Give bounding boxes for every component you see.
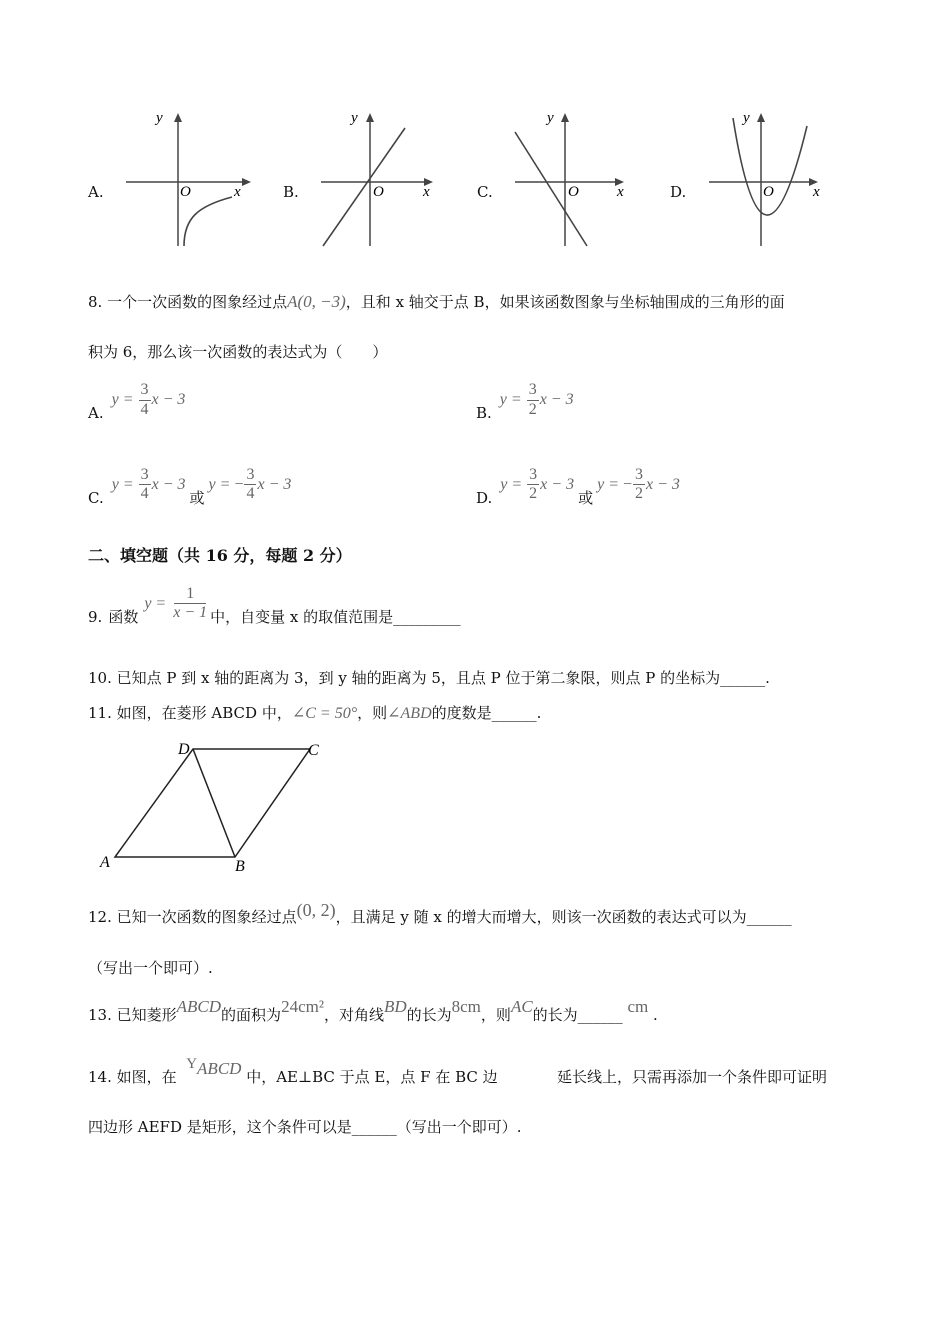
q12-text-c: （写出一个即可）. — [88, 959, 213, 977]
q8-c2-rest: x − 3 — [257, 475, 292, 493]
q8-c2-yeq: y = — [208, 475, 231, 493]
q8-d-or: 或 — [578, 489, 594, 507]
q11-label-d: D — [178, 741, 190, 758]
q7-option-d-label: D. — [670, 183, 687, 201]
q7-graph-a — [118, 108, 258, 253]
q7-graph-a-o: O — [180, 184, 191, 200]
q13-text-f: 的长为______ — [532, 1006, 623, 1024]
q8-text-c: 积为 6，那么该一次函数的表达式为（ ） — [88, 343, 388, 361]
q8-text-b: ，且和 x 轴交于点 B，如果该函数图象与坐标轴围成的三角形的面 — [345, 293, 785, 311]
q11-text-a: 如图，在菱形 ABCD 中， — [116, 704, 292, 722]
q8-d2-yeq: y = — [597, 475, 619, 493]
q9 — [88, 580, 461, 627]
q8-text-a: 一个一次函数的图象经过点 — [107, 293, 288, 311]
q7-graph-a-y: y — [156, 110, 163, 126]
q13-text-b: 的面积为 — [221, 1006, 282, 1024]
q10-number: 10. — [88, 669, 112, 687]
q7-graph-d-o: O — [763, 184, 774, 200]
q7-graph-b-y: y — [351, 110, 358, 126]
q8-c-or: 或 — [189, 489, 205, 507]
q13-bd: BD — [383, 997, 407, 1016]
q8-a-rest: x − 3 — [151, 391, 186, 408]
q11-label-c: C — [308, 742, 319, 759]
q12-number: 12. — [88, 908, 112, 926]
q8-d1-yeq: y = — [500, 475, 523, 493]
section2-title: 二、填空题（共 16 分，每题 2 分） — [88, 546, 352, 565]
q7-graph-c — [507, 108, 647, 253]
q8-b-rest: x − 3 — [539, 391, 574, 408]
q9-yeq: y = — [144, 594, 167, 612]
q11-diagonal-bd — [193, 749, 235, 857]
q13-number: 13. — [88, 1006, 112, 1024]
q7-option-a-label: A. — [88, 183, 104, 201]
q14-number: 14. — [88, 1068, 112, 1086]
q8-c1-yeq: y = — [111, 475, 134, 493]
q14-line1 — [88, 1056, 498, 1087]
q8-option-b-expr — [500, 381, 574, 419]
q8-option-c-label: C. — [88, 488, 104, 507]
q13-ac: AC — [510, 997, 533, 1016]
q7-graph-a-x: x — [234, 184, 241, 200]
q8-c2-num: 3 — [244, 466, 256, 485]
q7-graph-c-x: x — [617, 184, 624, 200]
q11-angle-c: ∠C = 50° — [291, 705, 358, 722]
q8-a-num: 3 — [139, 381, 151, 400]
q11-text-b: ，则 — [357, 704, 388, 722]
q10-text: 已知点 P 到 x 轴的距离为 3，到 y 轴的距离为 5，且点 P 位于第二象限，则点 P 的坐标为______. — [116, 669, 770, 687]
q10 — [88, 667, 770, 688]
q7-graph-d-parabola — [733, 118, 807, 215]
q8-d2-den: 2 — [635, 485, 644, 502]
q8-option-c[interactable] — [88, 461, 291, 508]
q9-text-a: 函数 — [108, 608, 139, 626]
q13-area: 24cm² — [281, 997, 324, 1016]
q8-b-num: 3 — [527, 381, 539, 400]
q13-text-c: ，对角线 — [323, 1006, 384, 1024]
q8-point-a: A(0, −3) — [287, 292, 346, 311]
q8-a-yeq: y = — [111, 391, 134, 408]
q9-text-b: 中，自变量 x 的取值范围是_________ — [210, 608, 461, 626]
q11 — [88, 702, 541, 723]
q8-option-d[interactable] — [476, 461, 680, 508]
q14-text-a: 如图，在 — [116, 1068, 177, 1086]
q11-rhombus-figure — [95, 735, 335, 875]
q14-para-symbol: Y — [186, 1056, 198, 1072]
q8-c1-rest: x − 3 — [151, 475, 186, 493]
q11-label-b: B — [235, 858, 245, 875]
q8-option-a-expr — [112, 381, 186, 419]
q11-label-a: A — [100, 854, 110, 871]
q8-option-d-expr2 — [597, 466, 680, 504]
q8-option-c-expr2 — [209, 466, 292, 504]
q11-rhombus — [115, 749, 310, 857]
q13 — [88, 997, 658, 1025]
q8-option-a[interactable] — [88, 378, 185, 422]
q7-graph-d-y: y — [743, 110, 750, 126]
q7-graph-b-x: x — [423, 184, 430, 200]
q14-text-d: 四边形 AEFD 是矩形，这个条件可以是______（写出一个即可）. — [88, 1118, 522, 1136]
q13-unit: cm — [627, 997, 649, 1016]
q8-option-b[interactable] — [476, 378, 574, 422]
q12-text-b: ，且满足 y 随 x 的增大而增大，则该一次函数的表达式可以为______ — [335, 908, 792, 926]
q7-graph-d-x: x — [813, 184, 820, 200]
q7-graph-b-line — [323, 128, 405, 246]
q8-c2-minus: − — [234, 475, 244, 493]
q11-text-c: 的度数是______. — [431, 704, 542, 722]
q7-option-c-label: C. — [477, 183, 493, 201]
q12-point: (0, 2) — [296, 900, 336, 920]
q14-text-b: 中，AE⊥BC 于点 E，点 F 在 BC 边 — [246, 1068, 498, 1086]
q9-den: x − 1 — [173, 604, 208, 621]
q9-expr — [144, 585, 210, 623]
q7-graph-b — [313, 108, 453, 253]
q8-option-c-expr1 — [112, 466, 186, 504]
q8-line1 — [88, 291, 785, 312]
q8-a-den: 4 — [140, 400, 149, 418]
q7-graph-d — [701, 108, 841, 253]
q14-abcd: ABCD — [197, 1059, 242, 1078]
q12-text-a: 已知一次函数的图象经过点 — [116, 908, 297, 926]
q8-b-yeq: y = — [499, 391, 522, 408]
q8-number: 8. — [88, 293, 103, 311]
q8-d1-rest: x − 3 — [540, 475, 575, 493]
q7-graph-b-o: O — [373, 184, 384, 200]
q13-text-e: ，则 — [480, 1006, 511, 1024]
q9-num: 1 — [174, 585, 206, 604]
q8-option-a-label: A. — [88, 404, 104, 422]
q8-c1-den: 4 — [140, 485, 149, 502]
q8-d1-num: 3 — [527, 466, 539, 485]
q7-graph-a-curve — [184, 197, 232, 246]
q13-period: . — [653, 1006, 658, 1024]
q14-text-c: 延长线上，只需再添加一个条件即可证明 — [557, 1068, 828, 1086]
q11-number: 11. — [88, 704, 112, 722]
q7-graph-c-o: O — [568, 184, 579, 200]
q13-abcd: ABCD — [176, 997, 222, 1016]
q8-d1-den: 2 — [529, 485, 538, 502]
q8-b-den: 2 — [528, 400, 537, 418]
q8-c2-den: 4 — [246, 485, 255, 502]
q8-d2-num: 3 — [633, 466, 645, 485]
q8-d2-rest: x − 3 — [646, 475, 680, 493]
q8-option-d-expr1 — [500, 466, 574, 504]
q13-text-a: 已知菱形 — [116, 1006, 177, 1024]
q7-graph-c-y: y — [547, 110, 554, 126]
q8-c1-num: 3 — [139, 466, 151, 485]
q13-bd-len: 8cm — [451, 997, 481, 1016]
q8-option-b-label: B. — [476, 404, 492, 422]
q7-option-b-label: B. — [283, 183, 299, 201]
q8-d2-minus: − — [623, 475, 633, 493]
q9-number: 9. — [88, 607, 103, 626]
q13-text-d: 的长为 — [406, 1006, 452, 1024]
q8-option-d-label: D. — [476, 488, 493, 507]
q11-angle-abd: ∠ABD — [387, 705, 432, 722]
q12-line1 — [88, 900, 792, 927]
